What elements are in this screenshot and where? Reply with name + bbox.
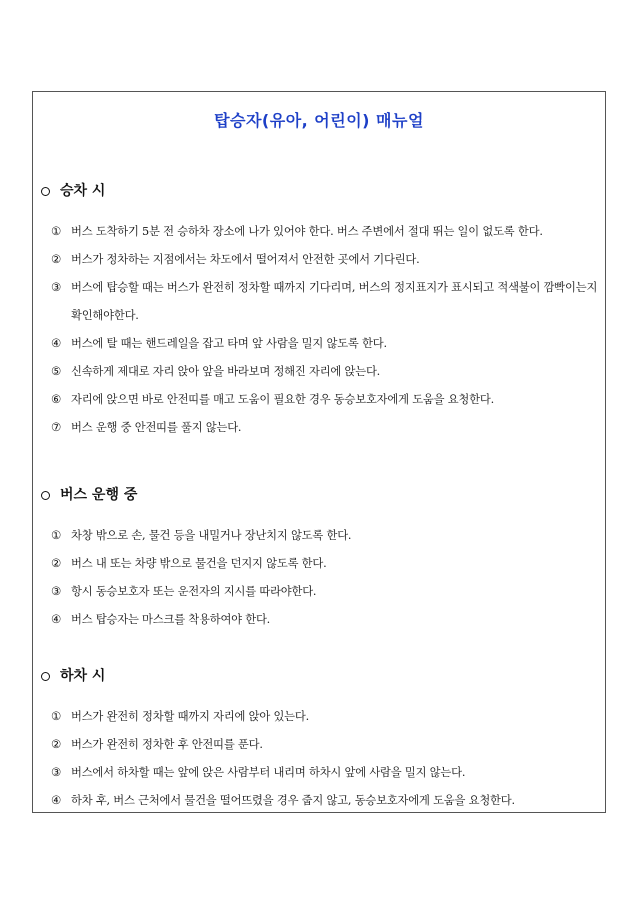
- manual-frame: [32, 91, 606, 813]
- item-text: 버스가 정차하는 지점에서는 차도에서 떨어져서 안전한 곳에서 기다린다.: [71, 253, 420, 266]
- section-heading: [41, 665, 599, 687]
- item-text: 자리에 앉으면 바로 안전띠를 매고 도움이 필요한 경우 동승보호자에게 도움을 요청한다.: [71, 393, 494, 406]
- item-text: 버스가 완전히 정차한 후 안전띠를 푼다.: [71, 738, 263, 751]
- list-item: [41, 606, 599, 634]
- item-list: [41, 703, 599, 815]
- item-number: ①: [51, 529, 61, 542]
- list-item: [41, 358, 599, 386]
- list-item: [41, 759, 599, 787]
- item-text: 버스 탑승자는 마스크를 착용하여야 한다.: [71, 613, 271, 626]
- list-item: [41, 386, 599, 414]
- section-heading-text: 버스 운행 중: [60, 487, 138, 503]
- item-number: ⑤: [51, 365, 61, 378]
- item-text: 버스에 탑승할 때는 버스가 완전히 정차할 때까지 기다리며, 버스의 정지표지가 표시되고 적색불이 깜빡이는지 확인해야한다.: [71, 281, 598, 322]
- item-text: 버스에서 하차할 때는 앞에 앉은 사람부터 내리며 하차시 앞에 사람을 밀지 않는다.: [71, 766, 466, 779]
- list-item: [41, 218, 599, 246]
- list-item: [41, 414, 599, 442]
- section-heading-text: 하차 시: [60, 668, 106, 684]
- item-number: ②: [51, 253, 61, 266]
- list-item: [41, 731, 599, 759]
- item-text: 버스가 완전히 정차할 때까지 자리에 앉아 있는다.: [71, 710, 309, 723]
- item-number: ①: [51, 225, 61, 238]
- circle-bullet-icon: [41, 187, 50, 196]
- item-number: ④: [51, 613, 61, 626]
- list-item: [41, 246, 599, 274]
- item-list: [41, 218, 599, 442]
- list-item: [41, 550, 599, 578]
- item-text: 버스 운행 중 안전띠를 풀지 않는다.: [71, 421, 242, 434]
- item-number: ④: [51, 794, 61, 807]
- item-list: [41, 522, 599, 634]
- section-heading: [41, 180, 599, 202]
- list-item: [41, 274, 599, 330]
- item-text: 버스에 탈 때는 핸드레일을 잡고 타며 앞 사람을 밀지 않도록 한다.: [71, 337, 387, 350]
- list-item: [41, 703, 599, 731]
- list-item: [41, 578, 599, 606]
- item-text: 버스 도착하기 5분 전 승하차 장소에 나가 있어야 한다. 버스 주변에서 절대 뛰는 일이 없도록 한다.: [71, 225, 543, 238]
- item-text: 항시 동승보호자 또는 운전자의 지시를 따라야한다.: [71, 585, 317, 598]
- item-text: 버스 내 또는 차량 밖으로 물건을 던지지 않도록 한다.: [71, 557, 327, 570]
- item-number: ⑥: [51, 393, 61, 406]
- section-alighting: [41, 665, 599, 815]
- list-item: [41, 330, 599, 358]
- section-heading-text: 승차 시: [60, 183, 106, 199]
- document-title: 탑승자(유아, 어린이) 매뉴얼: [214, 111, 424, 130]
- item-text: 신속하게 제대로 자리 앉아 앞을 바라보며 정해진 자리에 앉는다.: [71, 365, 381, 378]
- item-number: ③: [51, 766, 61, 779]
- section-during-ride: [41, 484, 599, 634]
- item-number: ⑦: [51, 421, 61, 434]
- item-number: ③: [51, 281, 61, 294]
- section-boarding: [41, 180, 599, 442]
- item-number: ④: [51, 337, 61, 350]
- item-number: ③: [51, 585, 61, 598]
- section-heading: [41, 484, 599, 506]
- list-item: [41, 522, 599, 550]
- item-text: 하차 후, 버스 근처에서 물건을 떨어뜨렸을 경우 줍지 않고, 동승보호자에게 도움을 요청한다.: [71, 794, 515, 807]
- item-text: 차창 밖으로 손, 물건 등을 내밀거나 장난치지 않도록 한다.: [71, 529, 352, 542]
- list-item: [41, 787, 599, 815]
- item-number: ②: [51, 738, 61, 751]
- item-number: ②: [51, 557, 61, 570]
- circle-bullet-icon: [41, 672, 50, 681]
- item-number: ①: [51, 710, 61, 723]
- circle-bullet-icon: [41, 491, 50, 500]
